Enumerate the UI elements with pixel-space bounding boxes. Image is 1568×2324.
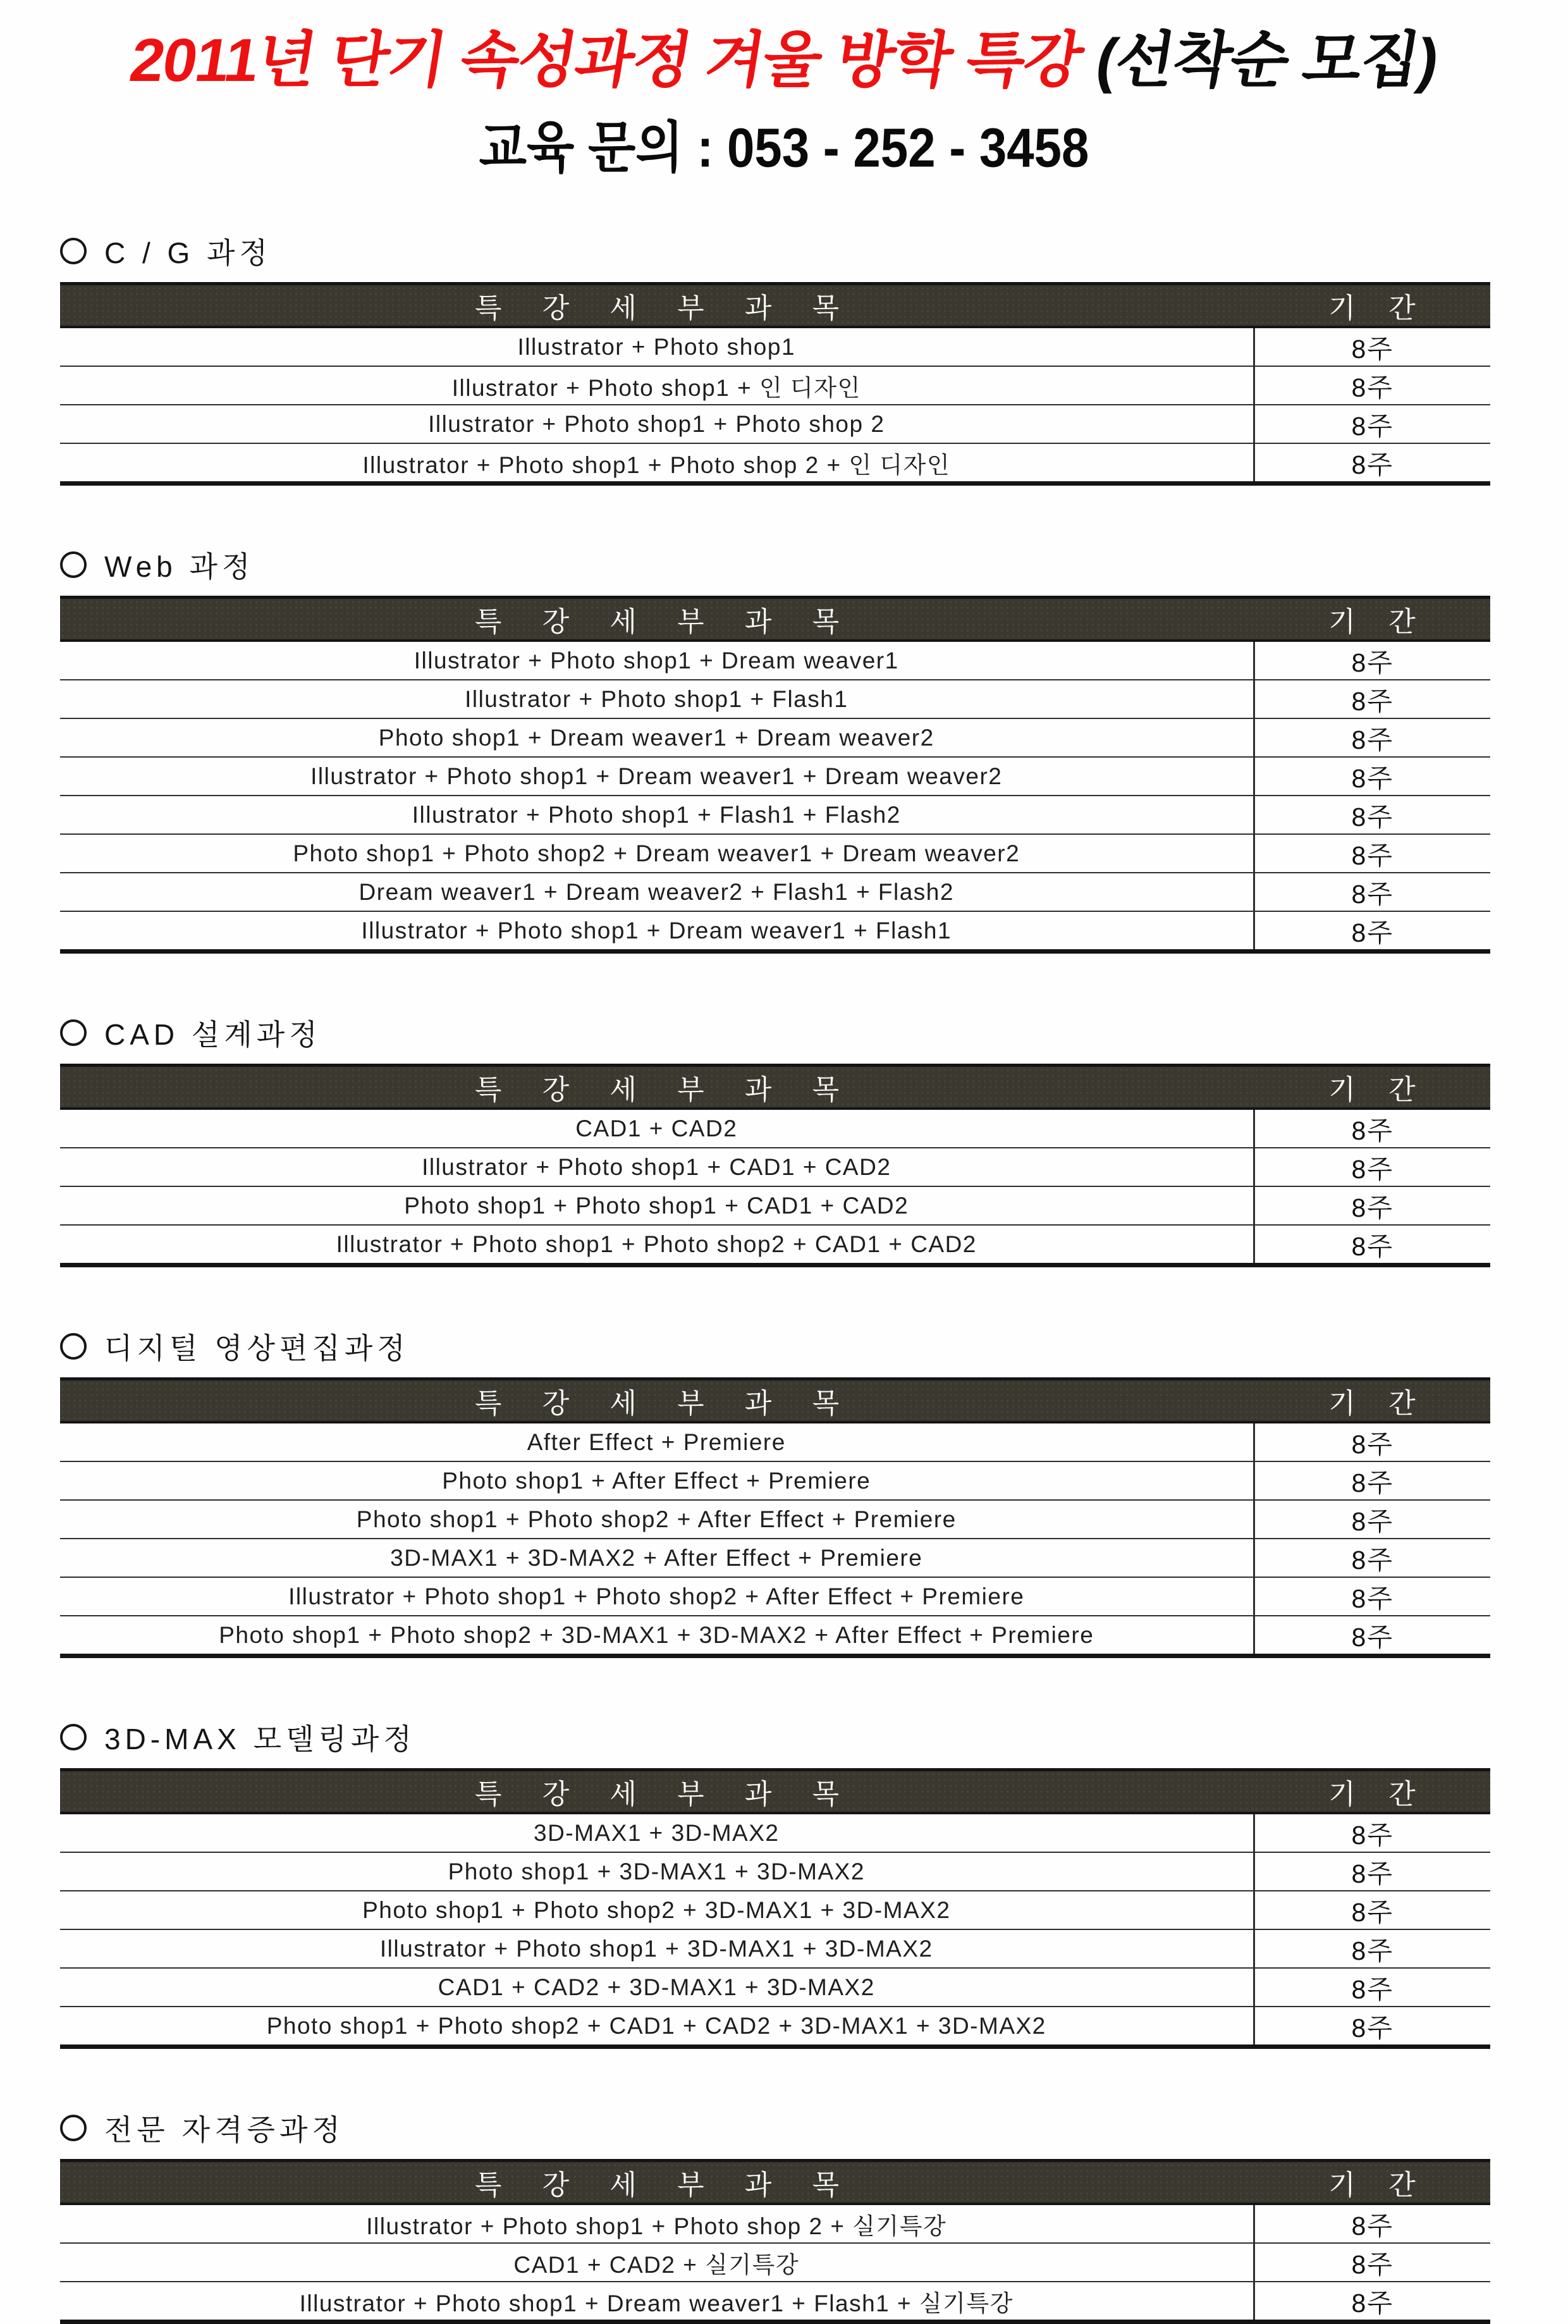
section-title-label: 디지털 영상편집과정 — [104, 1332, 410, 1365]
circle-bullet-icon — [60, 238, 87, 264]
course-duration: 8주 — [1254, 1968, 1490, 2007]
course-section — [0, 1012, 1568, 1267]
course-subject: Photo shop1 + Dream weaver1 + Dream weaver2 — [60, 718, 1254, 757]
circle-bullet-icon — [60, 1019, 87, 1046]
page-title-red: 2011년 단기 속성과정 겨울 방학 특강 — [125, 27, 1087, 94]
course-duration: 8주 — [1254, 680, 1490, 718]
course-subject: 3D-MAX1 + 3D-MAX2 — [534, 1819, 780, 1846]
section-title — [60, 1325, 1568, 1367]
column-header-subject: 특 강 세 부 과 목 — [60, 1066, 1254, 1109]
course-subject: Illustrator + Photo shop1 + Photo shop 2 + 인 디자인 — [60, 443, 1254, 484]
course-subject: Photo shop1 + Photo shop2 + Dream weaver1 + Dream weaver2 — [60, 834, 1254, 873]
course-subject: Photo shop1 + Photo shop1 + CAD1 + CAD2 — [60, 1186, 1254, 1225]
contact-line: 교육 문의 : 053 - 252 - 3458 — [479, 116, 1089, 179]
column-header-duration: 기 간 — [1254, 2161, 1490, 2204]
page-title — [125, 23, 1443, 99]
course-row — [60, 1225, 1490, 1265]
circle-bullet-icon — [60, 551, 87, 578]
column-header-subject: 특 강 세 부 과 목 — [60, 1770, 1254, 1814]
course-duration: 8주 — [1254, 2007, 1490, 2047]
course-duration: 8주 — [1254, 2204, 1490, 2243]
course-subject: 3D-MAX1 + 3D-MAX2 + After Effect + Premiere — [60, 1539, 1254, 1577]
course-duration: 8주 — [1254, 1422, 1490, 1461]
course-duration: 8주 — [1254, 757, 1490, 796]
course-subject: Photo shop1 + Photo shop2 + 3D-MAX1 + 3D-MAX2 — [60, 1891, 1254, 1929]
section-title — [60, 544, 1568, 586]
course-section — [0, 1716, 1568, 2049]
course-subject: Dream weaver1 + Dream weaver2 + Flash1 + Flash2 — [60, 873, 1254, 911]
course-duration: 8주 — [1254, 443, 1490, 484]
section-title-label: 전문 자격증과정 — [104, 2113, 345, 2146]
course-duration: 8주 — [1254, 1109, 1490, 1148]
course-duration: 8주 — [1254, 1186, 1490, 1225]
course-subject: Illustrator + Photo shop1 + CAD1 + CAD2 — [60, 1148, 1254, 1186]
course-row — [60, 1109, 1490, 1148]
section-title — [60, 1012, 1568, 1054]
course-table — [60, 282, 1490, 486]
column-header-subject: 특 강 세 부 과 목 — [60, 1379, 1254, 1423]
course-duration: 8주 — [1254, 1852, 1490, 1891]
course-subject: Illustrator + Photo shop1 + Flash1 — [60, 680, 1254, 718]
course-duration: 8주 — [1254, 641, 1490, 680]
course-duration: 8주 — [1254, 1461, 1490, 1500]
course-row — [60, 1852, 1490, 1891]
course-table — [60, 1768, 1490, 2049]
course-table — [60, 1064, 1490, 1267]
table-header-row — [60, 1379, 1490, 1423]
course-duration: 8주 — [1254, 327, 1490, 366]
course-row — [60, 1929, 1490, 1968]
course-row — [60, 1461, 1490, 1500]
course-row — [60, 1539, 1490, 1577]
course-row — [60, 1148, 1490, 1186]
course-section — [0, 230, 1568, 486]
course-subject: Photo shop1 + After Effect + Premiere — [60, 1461, 1254, 1500]
course-table — [60, 2159, 1490, 2324]
course-row — [60, 680, 1490, 718]
course-subject: Illustrator + Photo shop1 + Photo shop 2 — [60, 405, 1254, 443]
course-duration: 8주 — [1254, 834, 1490, 873]
course-row — [60, 1813, 1490, 1852]
course-duration: 8주 — [1254, 1148, 1490, 1186]
column-header-duration: 기 간 — [1254, 284, 1490, 328]
section-title-label: CAD 설계과정 — [104, 1018, 322, 1051]
course-subject: CAD1 + CAD2 + 3D-MAX1 + 3D-MAX2 — [60, 1968, 1254, 2007]
course-row — [60, 1968, 1490, 2007]
course-subject: Illustrator + Photo shop1 + Dream weaver1 + Dream weaver2 — [60, 757, 1254, 796]
course-duration: 8주 — [1254, 1891, 1490, 1929]
course-duration: 8주 — [1254, 796, 1490, 834]
course-row — [60, 873, 1490, 911]
course-duration: 8주 — [1254, 718, 1490, 757]
course-row — [60, 1186, 1490, 1225]
course-section — [0, 544, 1568, 954]
course-row — [60, 2007, 1490, 2047]
course-subject: Illustrator + Photo shop1 — [517, 333, 796, 360]
course-section — [0, 1325, 1568, 1658]
column-header-duration: 기 간 — [1254, 1066, 1490, 1109]
column-header-subject: 특 강 세 부 과 목 — [60, 284, 1254, 328]
course-row — [60, 757, 1490, 796]
column-header-subject: 특 강 세 부 과 목 — [60, 2161, 1254, 2204]
course-subject: Illustrator + Photo shop1 + 3D-MAX1 + 3D-MAX2 — [60, 1929, 1254, 1968]
course-row — [60, 366, 1490, 405]
column-header-subject: 특 강 세 부 과 목 — [60, 598, 1254, 641]
course-table — [60, 596, 1490, 954]
course-row — [60, 405, 1490, 443]
course-row — [60, 2243, 1490, 2282]
page-title-paren: (선착순 모집) — [1091, 27, 1443, 94]
course-section — [0, 2107, 1568, 2324]
course-subject: Illustrator + Photo shop1 + Flash1 + Flash2 — [60, 796, 1254, 834]
course-subject: After Effect + Premiere — [527, 1429, 786, 1455]
course-row — [60, 2204, 1490, 2243]
course-duration: 8주 — [1254, 1225, 1490, 1265]
course-duration: 8주 — [1254, 1813, 1490, 1852]
circle-bullet-icon — [60, 1333, 87, 1360]
course-duration: 8주 — [1254, 405, 1490, 443]
course-row — [60, 718, 1490, 757]
course-row — [60, 641, 1490, 680]
course-subject: Photo shop1 + Photo shop2 + CAD1 + CAD2 + 3D-MAX1 + 3D-MAX2 — [60, 2007, 1254, 2047]
course-row — [60, 834, 1490, 873]
section-title — [60, 230, 1568, 272]
section-title — [60, 1716, 1568, 1758]
course-duration: 8주 — [1254, 873, 1490, 911]
course-duration: 8주 — [1254, 1577, 1490, 1616]
table-header-row — [60, 598, 1490, 641]
course-subject: Illustrator + Photo shop1 + Dream weaver1 — [413, 647, 899, 673]
course-duration: 8주 — [1254, 911, 1490, 952]
section-title-label: C / G 과정 — [104, 237, 272, 269]
course-duration: 8주 — [1254, 1929, 1490, 1968]
course-subject: Illustrator + Photo shop1 + 인 디자인 — [60, 366, 1254, 405]
course-subject: Photo shop1 + Photo shop2 + 3D-MAX1 + 3D-MAX2 + After Effect + Premiere — [60, 1616, 1254, 1656]
document-header — [0, 0, 1568, 179]
course-subject: Illustrator + Photo shop1 + Dream weaver1 + Flash1 + 실기특강 — [60, 2282, 1254, 2322]
course-row — [60, 1616, 1490, 1656]
course-duration: 8주 — [1254, 2243, 1490, 2282]
course-row — [60, 443, 1490, 484]
column-header-duration: 기 간 — [1254, 1379, 1490, 1423]
course-row — [60, 1891, 1490, 1929]
course-row — [60, 1577, 1490, 1616]
course-duration: 8주 — [1254, 1500, 1490, 1539]
course-subject: Illustrator + Photo shop1 + Photo shop2 + After Effect + Premiere — [60, 1577, 1254, 1616]
course-row — [60, 1422, 1490, 1461]
circle-bullet-icon — [60, 2115, 87, 2141]
course-row — [60, 796, 1490, 834]
table-header-row — [60, 2161, 1490, 2204]
course-subject: CAD1 + CAD2 — [575, 1115, 738, 1141]
section-title-label: 3D-MAX 모델링과정 — [104, 1723, 416, 1755]
course-row — [60, 2282, 1490, 2322]
course-duration: 8주 — [1254, 1539, 1490, 1577]
course-duration: 8주 — [1254, 1616, 1490, 1656]
column-header-duration: 기 간 — [1254, 1770, 1490, 1814]
course-row — [60, 911, 1490, 952]
section-title-label: Web 과정 — [104, 550, 255, 583]
course-subject: Illustrator + Photo shop1 + Photo shop 2 + 실기특강 — [366, 2213, 947, 2239]
course-sections — [0, 230, 1568, 2324]
course-duration: 8주 — [1254, 366, 1490, 405]
course-duration: 8주 — [1254, 2282, 1490, 2322]
course-subject: Illustrator + Photo shop1 + Dream weaver1 + Flash1 — [60, 911, 1254, 952]
course-subject: Photo shop1 + Photo shop2 + After Effect + Premiere — [60, 1500, 1254, 1539]
course-subject: Illustrator + Photo shop1 + Photo shop2 + CAD1 + CAD2 — [60, 1225, 1254, 1265]
course-row — [60, 327, 1490, 366]
circle-bullet-icon — [60, 1724, 87, 1750]
table-header-row — [60, 284, 1490, 328]
course-subject: Photo shop1 + 3D-MAX1 + 3D-MAX2 — [60, 1852, 1254, 1891]
table-header-row — [60, 1066, 1490, 1109]
course-row — [60, 1500, 1490, 1539]
course-subject: CAD1 + CAD2 + 실기특강 — [60, 2243, 1254, 2282]
column-header-duration: 기 간 — [1254, 598, 1490, 641]
table-header-row — [60, 1770, 1490, 1814]
course-table — [60, 1377, 1490, 1658]
section-title — [60, 2107, 1568, 2149]
